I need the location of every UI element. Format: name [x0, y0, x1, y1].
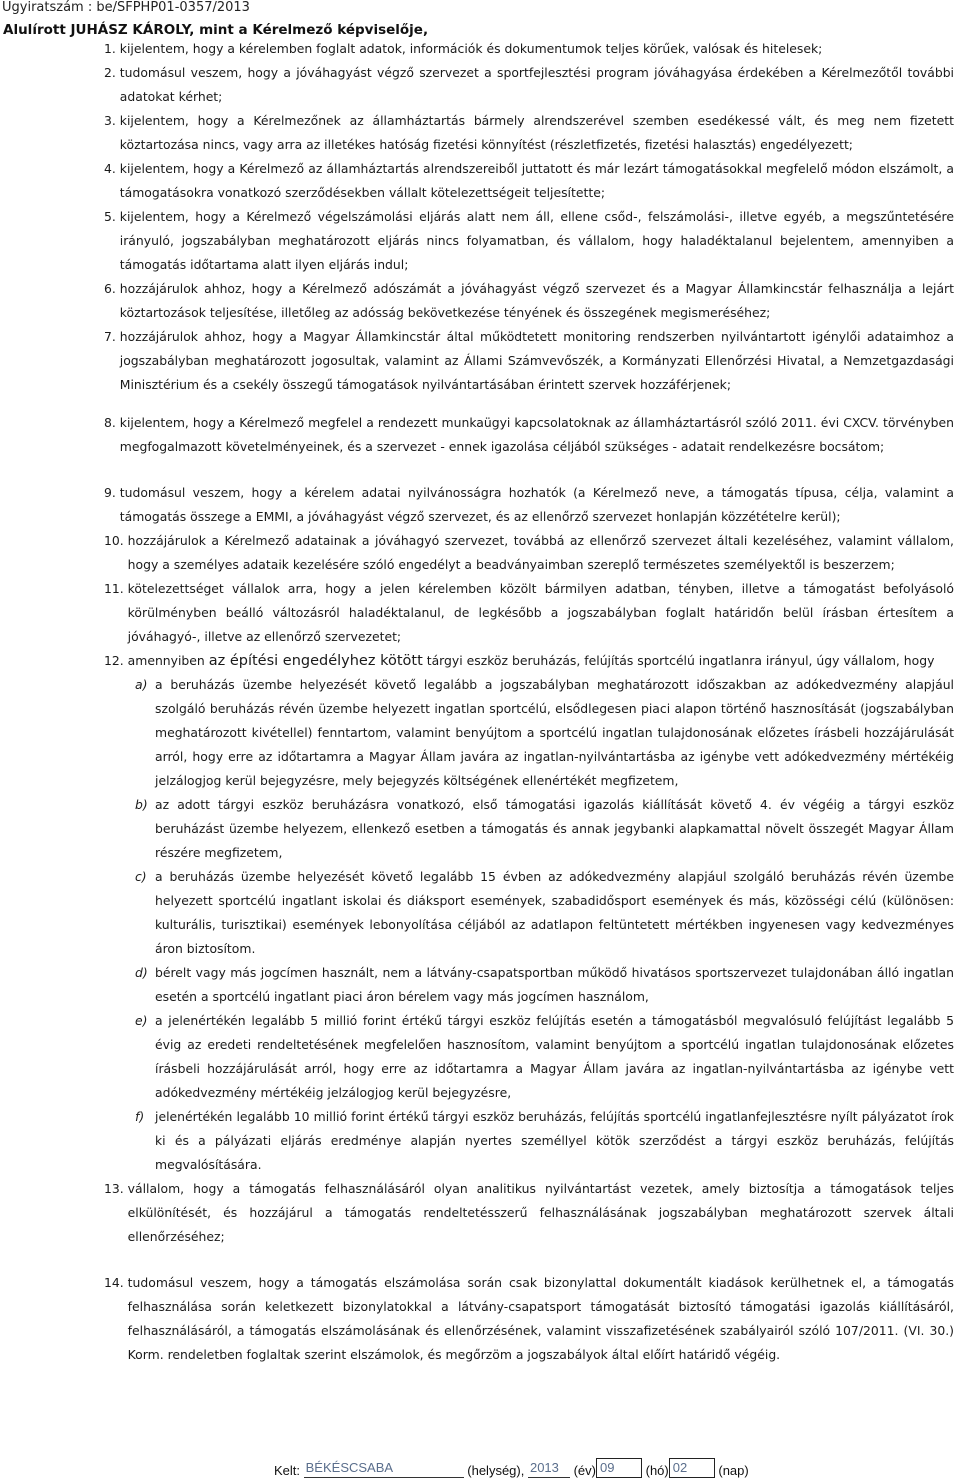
item-text: vállalom, hogy a támogatás felhasználásáról olyan analitikus nyilvántartást vezetek, amely biztosítja a támogatások teljes elkülönítését, és hozzájárul a támogatás rendeltetésszerű felhasználásának jogszabályban meghatározott szervek általi ellenőrzéséhez;: [127, 1181, 954, 1244]
item-number: 2.: [104, 65, 120, 80]
item-text: kijelentem, hogy a kérelemben foglalt adatok, információk és dokumentumok teljes körűek, valósak és hitelesek;: [119, 41, 823, 56]
item-text: kötelezettséget vállalok arra, hogy a jelen kérelemben közölt bármilyen adatban, tényben, illetve a támogatást befolyásoló körülményben beálló változásról haladéktalanul, de legkésőbb a jogszabályban foglalt határidőn belül írásban értesítem a jóváhagyó-, illetve az ellenőrző szervezetet;: [127, 581, 954, 644]
place-label: (helység),: [467, 1463, 525, 1478]
signature-date-line: [274, 1456, 749, 1478]
subitem-letter: e): [135, 1013, 148, 1028]
subitem-d: [0, 961, 960, 1009]
subitem-letter: f): [135, 1109, 145, 1124]
declaration-item-1: [0, 37, 960, 61]
item-text: tudomásul veszem, hogy a támogatás elszámolása során csak bizonylattal dokumentált kiadások kerülhetnek el, a támogatás felhasználása során keletkezett bizonylatokkal a látvány-csapatsport támogatását biztosító támogatási igazolás kiállításáról, felhasználásáról, a támogatás elszámolásának és ellenőrzésének, valamint visszafizetésének szabályairól szóló 107/2011. (VI. 30.) Korm. rendeletben foglaltak szerint elszámolok, és megőrzöm a jogszabályok által előírt határidő végéig.: [127, 1275, 954, 1362]
subitem-letter: a): [135, 677, 148, 692]
day-label: (nap): [718, 1463, 749, 1478]
item-number: 1.: [104, 41, 120, 56]
declaration-item-9: [0, 481, 960, 529]
item-text: hozzájárulok ahhoz, hogy a Magyar Államkincstár által működtetett monitoring rendszerben nyilvántartott igénylői adataimhoz a jogszabályban meghatározott jogosultak, valamint az Állami Számvevőszék, a Kormányzati Ellenőrzési Hivatal, a Nemzetgazdasági Minisztérium és a csekély összegű támogatások nyilvántartásában érintett szervek hozzáférjenek;: [119, 329, 954, 392]
declaration-item-12: [0, 649, 960, 673]
item-text: kijelentem, hogy a Kérelmezőnek az államháztartás bármely alrendszerével szemben esedékessé vált, és meg nem fizetett köztartozása nincs, vagy arra az illetékes hatóság fizetési könnyítést (részletfizetés, fizetési halasztás) engedélyezett;: [119, 113, 954, 152]
item-text: tudomásul veszem, hogy a jóváhagyást végző szervezet a sportfejlesztési program jóváhagyása érdekében a Kérelmezőtől további adatokat kérhet;: [119, 65, 954, 104]
item-number: 3.: [104, 113, 120, 128]
declaration-item-4: [0, 157, 960, 205]
declaration-item-7: [0, 325, 960, 397]
declaration-item-10: [0, 529, 960, 577]
month-field[interactable]: 09: [596, 1458, 642, 1478]
item-text: kijelentem, hogy a Kérelmező megfelel a rendezett munkaügyi kapcsolatoknak az államháztartásról szóló 2011. évi CXCV. törvényben megfogalmazott követelményeinek, és a szervezet - ennek igazolása céljából szükséges - adatait rendelkezésre bocsátom;: [119, 415, 954, 454]
item-number: 8.: [104, 415, 120, 430]
subitem-f: [0, 1105, 960, 1177]
document-reference-number: Ügyiratszám : be/SFPHP01-0357/2013: [2, 0, 250, 15]
place-field[interactable]: BÉKÉSCSABA: [304, 1459, 464, 1478]
subitem-letter: c): [135, 869, 147, 884]
item-text-end: tárgyi eszköz beruházás, felújítás sportcélú ingatlanra irányul, úgy vállalom, hogy: [422, 653, 935, 668]
subitem-e: [0, 1009, 960, 1105]
declaration-item-3: [0, 109, 960, 157]
month-label: (hó): [645, 1463, 669, 1478]
subitem-letter: b): [135, 797, 148, 812]
item-number: 4.: [104, 161, 120, 176]
item-number: 13.: [104, 1181, 128, 1196]
item-number: 14.: [104, 1275, 128, 1290]
item-number: 10.: [104, 533, 128, 548]
subitem-c: [0, 865, 960, 961]
declaration-item-13: [0, 1177, 960, 1249]
item-number: 7.: [104, 329, 120, 344]
declaration-item-14: [0, 1271, 960, 1367]
item-text: hozzájárulok ahhoz, hogy a Kérelmező adószámát a jóváhagyást végző szervezet és a Magyar Államkincstár felhasználja a lejárt köztartozások teljesítése, illetőleg az adósság bekövetkezése tényének és összegének megismeréséhez;: [119, 281, 954, 320]
item-text: hozzájárulok a Kérelmező adatainak a jóváhagyó szervezet, továbbá az ellenőrző szervezet általi kezeléséhez, valamint vállalom, hogy a személyes adataik kezelésére szóló engedélyt a beadványaimban szereplő természetes személyektől is beszerzem;: [127, 533, 954, 572]
subitem-text: jelenértékén legalább 10 millió forint értékű tárgyi eszköz beruházás, felújítás sportcélú ingatlanfejlesztésre nyílt pályázatot írok ki és a pályázati eljárás eredménye alapján nyertes személlyel kötök szerződést a tárgyi eszköz beruházás, felújítás megvalósítására.: [155, 1109, 954, 1172]
item-number: 6.: [104, 281, 120, 296]
declaration-list: [0, 37, 960, 1367]
kelt-label: Kelt:: [274, 1463, 301, 1478]
declaration-item-5: [0, 205, 960, 277]
item-number: 5.: [104, 209, 120, 224]
year-label: (év): [573, 1463, 596, 1478]
item-text: [128, 649, 954, 673]
subitem-a: [0, 673, 960, 793]
declaration-item-2: [0, 61, 960, 109]
item-text: kijelentem, hogy a Kérelmező végelszámolási eljárás alatt nem áll, ellene csőd-, felszámolási-, illetve egyéb, a megszűntetésére irányuló, jogszabályban meghatározott eljárás nincs folyamatban, és vállalom, hogy haladéktalanul bejelentem, amennyiben a támogatás időtartama alatt ilyen eljárás indul;: [119, 209, 954, 272]
item-text: kijelentem, hogy a Kérelmező az államháztartás alrendszereiből juttatott és már lezárt támogatásokkal megfelelő módon elszámolt, a támogatásokra vonatkozó szerződésekben vállalt kötelezettségeit teljesítette;: [119, 161, 954, 200]
subitem-text: bérelt vagy más jogcímen használt, nem a látvány-csapatsportban működő hivatásos sportszervezet tulajdonában álló ingatlan esetén a sportcélú ingatlant piaci áron bérelem vagy más jogcímen használom,: [155, 965, 954, 1004]
item-text-start: amennyiben: [127, 653, 209, 668]
subitem-b: [0, 793, 960, 865]
item-text: tudomásul veszem, hogy a kérelem adatai nyilvánosságra hozhatók (a Kérelmező neve, a támogatás típusa, célja, valamint a támogatás összege a EMMI, a jóváhagyást végző szervezet, és az ellenőrző szervezet honlapján közzétételre kerül);: [119, 485, 954, 524]
subitem-text: az adott tárgyi eszköz beruházásra vonatkozó, első támogatási igazolás kiállítását követő 4. év végéig a tárgyi eszköz beruházást üzembe helyezem, ellenkező esetben a támogatás és annak jegybanki alapkamattal növelt összegét Magyar Állam részére megfizetem,: [155, 797, 954, 860]
declaration-item-11: [0, 577, 960, 649]
subitem-letter: d): [135, 965, 148, 980]
declaration-item-8: [0, 411, 960, 459]
subitem-text: a beruházás üzembe helyezését követő legalább 15 évben az adókedvezmény alapjául szolgáló beruházás révén üzembe helyezett sportcélú ingatlant iskolai és diáksport események, szabadidősport események és más, közösségi célú (különösen: kulturális, turisztikai) események lebonyolítása céljából az adatlapon feltüntetett mértékben ingyenesen vagy kedvezményes áron biztosítom.: [155, 869, 954, 956]
year-field[interactable]: 2013: [528, 1459, 570, 1478]
item-number: 9.: [104, 485, 120, 500]
building-permit-phrase: az építési engedélyhez kötött: [208, 653, 423, 669]
subitem-text: a beruházás üzembe helyezését követő legalább a jogszabályban meghatározott időszakban az adókedvezmény alapjául szolgáló beruházás révén üzembe helyezett ingatlan sportcélú, elsődlegesen piaci alapon történő hasznosítását (jogszabályban meghatározott kivétellel) fenntartom, valamint benyújtom a sportcélú ingatlan tulajdonosának előzetes írásbeli hozzájárulását arról, hogy erre az időtartamra a Magyar Állam javára az ingatlan-nyilvántartásba az igénybe vett adókedvezmény mértékéig jelzálogjog kerül bejegyzésre, mely bejegyzés költségének ellenértékét megfizetem,: [155, 677, 954, 788]
subitem-text: a jelenértékén legalább 5 millió forint értékű tárgyi eszköz felújítás esetén a támogatásból megvalósuló felújítást legalább 5 évig az eredeti rendeltetésének megfelelően hasznosítom, valamint benyújtom a sportcélú ingatlan tulajdonosának előzetes írásbeli hozzájárulását arról, hogy erre az időtartamra a Magyar Állam javára az ingatlan-nyilvántartásba az igénybe vett adókedvezmény mértékéig jelzálogjog kerül bejegyzésre,: [155, 1013, 954, 1100]
item-number: 11.: [104, 581, 128, 596]
declaration-heading: Alulírott JUHÁSZ KÁROLY, mint a Kérelmező képviselője,: [3, 22, 429, 38]
day-field[interactable]: 02: [669, 1458, 715, 1478]
declaration-item-6: [0, 277, 960, 325]
item-number: 12.: [104, 653, 128, 668]
